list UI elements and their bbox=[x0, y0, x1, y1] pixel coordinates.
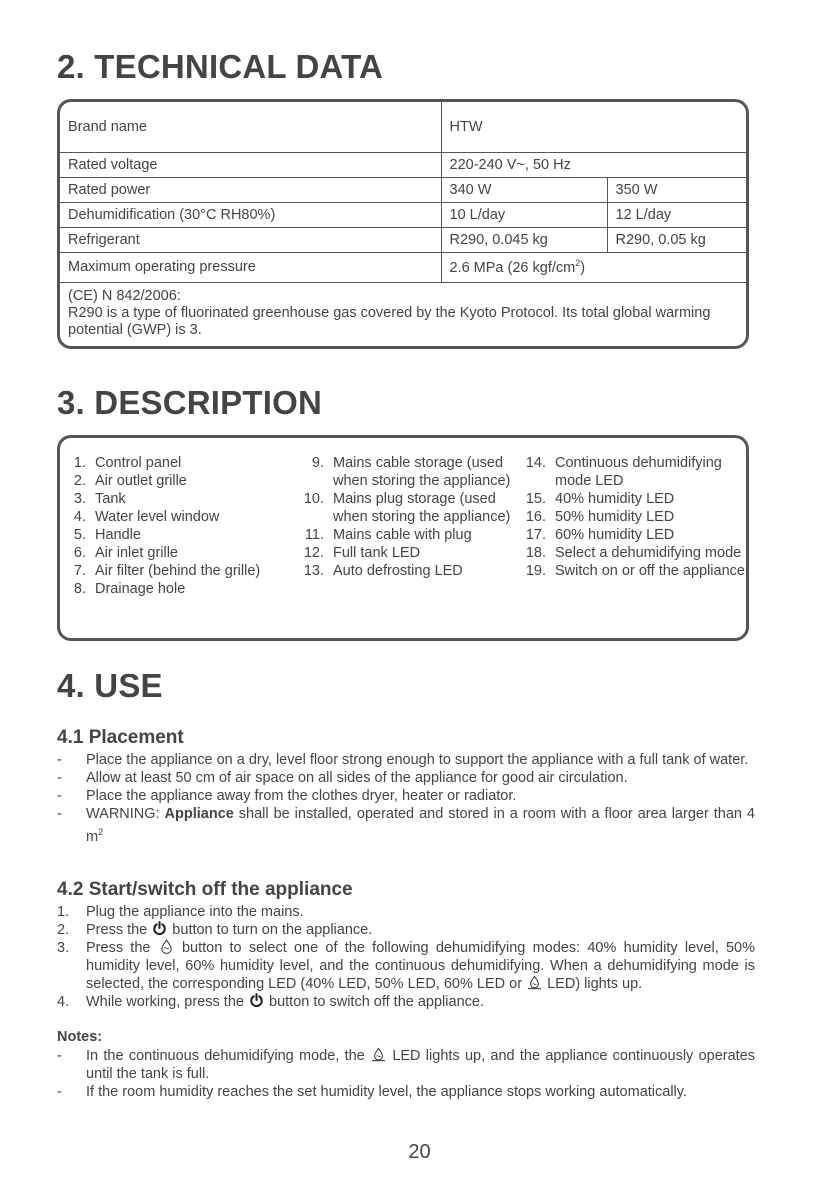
page-number: 20 bbox=[408, 1141, 431, 1163]
item-label: Control panel bbox=[95, 455, 182, 471]
voltage-value: 220-240 V~, 50 Hz bbox=[441, 152, 746, 177]
item-number: 10. bbox=[303, 491, 324, 507]
list-item bbox=[518, 562, 746, 580]
list-item bbox=[57, 1083, 755, 1101]
item-number: 4. bbox=[73, 509, 86, 525]
list-item bbox=[518, 508, 746, 526]
technical-data-title: 2. TECHNICAL DATA bbox=[57, 48, 384, 85]
start-title: 4.2 Start/switch off the appliance bbox=[57, 879, 353, 900]
table-row bbox=[60, 282, 746, 344]
power-icon bbox=[152, 921, 167, 936]
bullet: - bbox=[57, 1084, 62, 1100]
step-text-part: button to turn on the appliance. bbox=[168, 922, 373, 938]
table-row bbox=[60, 202, 746, 227]
table-row bbox=[60, 102, 746, 152]
step-text-part: While working, press the bbox=[86, 994, 248, 1010]
item-label: Full tank LED bbox=[333, 545, 421, 561]
list-item bbox=[296, 544, 518, 562]
item-text: Allow at least 50 cm of air space on all sides of the appliance for good air circulation. bbox=[86, 770, 628, 786]
item-label: Water level window bbox=[95, 509, 220, 525]
start-steps-list bbox=[57, 903, 755, 1011]
note-text bbox=[86, 1047, 755, 1083]
list-item bbox=[57, 993, 755, 1011]
item-number: 17. bbox=[525, 527, 546, 543]
step-text bbox=[86, 921, 755, 939]
item-number: 11. bbox=[304, 527, 324, 543]
item-label: Air inlet grille bbox=[95, 545, 178, 561]
item-number: 2. bbox=[73, 473, 86, 489]
note-text-part: LED lights up, and the appliance continuously operates until the tank is full. bbox=[86, 1048, 755, 1082]
dehumidification-value-b: 12 L/day bbox=[607, 202, 746, 227]
list-item bbox=[66, 490, 296, 508]
item-number: 7. bbox=[73, 563, 86, 579]
note-text-part: If the room humidity reaches the set humidity level, the appliance stops working automatically. bbox=[86, 1084, 687, 1100]
warning-text bbox=[86, 805, 755, 846]
warning-bold: Appliance bbox=[164, 806, 234, 822]
notes-title: Notes: bbox=[57, 1029, 103, 1045]
refrigerant-value-b: R290, 0.05 kg bbox=[607, 227, 746, 252]
item-number: 3. bbox=[73, 491, 86, 507]
step-number: 2. bbox=[57, 922, 70, 938]
parts-list-column-3 bbox=[518, 454, 746, 580]
list-item bbox=[57, 769, 755, 787]
item-label: Mains cable with plug bbox=[333, 527, 472, 543]
placement-title: 4.1 Placement bbox=[57, 727, 184, 748]
step-text bbox=[86, 939, 755, 993]
step-number: 3. bbox=[57, 940, 70, 956]
dehumidification-label: Dehumidification (30°C RH80%) bbox=[60, 202, 441, 227]
list-item bbox=[518, 454, 746, 490]
step-text-part: Plug the appliance into the mains. bbox=[86, 904, 304, 920]
list-item bbox=[518, 544, 746, 562]
list-item bbox=[57, 921, 755, 939]
technical-data-box bbox=[57, 99, 749, 349]
refrigerant-label: Refrigerant bbox=[60, 227, 441, 252]
list-item bbox=[66, 562, 296, 580]
continuous-icon bbox=[371, 1047, 386, 1062]
description-title: 3. DESCRIPTION bbox=[57, 384, 323, 421]
list-item bbox=[66, 580, 296, 598]
step-text bbox=[86, 903, 755, 921]
list-item bbox=[296, 490, 518, 526]
list-item bbox=[296, 562, 518, 580]
use-title: 4. USE bbox=[57, 667, 163, 704]
power-value-a: 340 W bbox=[441, 177, 607, 202]
bullet: - bbox=[57, 806, 62, 822]
brand-value: HTW bbox=[441, 102, 746, 152]
list-item bbox=[66, 544, 296, 562]
step-text-part: Press the bbox=[86, 922, 152, 938]
item-number: 9. bbox=[311, 455, 324, 471]
item-number: 16. bbox=[525, 509, 546, 525]
step-text-part: button to switch off the appliance. bbox=[264, 994, 484, 1010]
item-label: 40% humidity LED bbox=[555, 491, 675, 507]
item-number: 1. bbox=[73, 455, 86, 471]
pressure-value: 2.6 MPa (26 kgf/$cm^2$) bbox=[441, 252, 746, 282]
continuous-icon bbox=[527, 975, 542, 990]
technical-data-table bbox=[60, 102, 746, 344]
item-label: Auto defrosting LED bbox=[333, 563, 463, 579]
step-number: 4. bbox=[57, 994, 70, 1010]
step-text-part: button to select one of the following dehumidifying modes: 40% humidity level, 50% humidity level, 60% humidity level, and the continuous dehumidifying. When a dehumidifying mode is selected, the corresponding LED (40% LED, 50% LED, 60% LED or bbox=[86, 940, 755, 992]
item-number: 19. bbox=[525, 563, 546, 579]
list-item bbox=[57, 1047, 755, 1083]
item-number: 15. bbox=[525, 491, 546, 507]
list-item bbox=[66, 508, 296, 526]
item-number: 13. bbox=[303, 563, 324, 579]
item-number: 12. bbox=[303, 545, 324, 561]
list-item bbox=[66, 454, 296, 472]
gwp-note-text: R290 is a type of fluorinated greenhouse gas covered by the Kyoto Protocol. Its total global warming potential (GWP) is 3. bbox=[68, 304, 711, 338]
bullet: - bbox=[57, 752, 62, 768]
power-value-b: 350 W bbox=[607, 177, 746, 202]
item-label: Drainage hole bbox=[95, 581, 186, 597]
step-text bbox=[86, 993, 755, 1011]
table-row bbox=[60, 152, 746, 177]
list-item bbox=[57, 787, 755, 805]
item-label: Mains plug storage (used when storing the appliance) bbox=[333, 491, 511, 525]
item-label: Switch on or off the appliance bbox=[555, 563, 745, 579]
warning-body: shall be installed, operated and stored in a room with a floor area larger than 4 m bbox=[86, 806, 755, 845]
item-label: Select a dehumidifying mode bbox=[555, 545, 742, 561]
warning-label: WARNING: bbox=[86, 806, 165, 822]
table-row bbox=[60, 252, 746, 282]
table-row bbox=[60, 177, 746, 202]
item-label: Tank bbox=[95, 491, 126, 507]
item-number: 6. bbox=[73, 545, 86, 561]
description-box bbox=[57, 435, 749, 641]
power-label: Rated power bbox=[60, 177, 441, 202]
item-label: Continuous dehumidifying mode LED bbox=[555, 455, 722, 489]
item-text: Place the appliance away from the clothes dryer, heater or radiator. bbox=[86, 788, 517, 804]
list-item bbox=[518, 490, 746, 508]
power-icon bbox=[249, 993, 264, 1008]
step-number: 1. bbox=[57, 904, 70, 920]
item-label: Handle bbox=[95, 527, 141, 543]
item-label: Air outlet grille bbox=[95, 473, 187, 489]
list-item bbox=[296, 454, 518, 490]
drop-icon bbox=[159, 939, 174, 954]
table-row bbox=[60, 227, 746, 252]
bullet: - bbox=[57, 1048, 62, 1064]
note-text-part: In the continuous dehumidifying mode, the bbox=[86, 1048, 371, 1064]
item-label: 50% humidity LED bbox=[555, 509, 675, 525]
list-item bbox=[57, 903, 755, 921]
item-number: 5. bbox=[73, 527, 86, 543]
note-text bbox=[86, 1083, 755, 1101]
list-item bbox=[57, 751, 755, 769]
voltage-label: Rated voltage bbox=[60, 152, 441, 177]
bullet: - bbox=[57, 770, 62, 786]
list-item bbox=[57, 939, 755, 993]
item-number: 8. bbox=[73, 581, 86, 597]
item-label: 60% humidity LED bbox=[555, 527, 675, 543]
item-label: Mains cable storage (used when storing the appliance) bbox=[333, 455, 511, 489]
regulation-ref: (CE) N 842/2006: bbox=[68, 287, 181, 304]
list-item bbox=[66, 526, 296, 544]
fluorinated-gas-note bbox=[60, 282, 746, 344]
list-item bbox=[296, 526, 518, 544]
list-item bbox=[66, 472, 296, 490]
item-text: Place the appliance on a dry, level floor strong enough to support the appliance with a full tank of water. bbox=[86, 752, 749, 768]
bullet: - bbox=[57, 788, 62, 804]
list-item bbox=[518, 526, 746, 544]
parts-list-column-1 bbox=[66, 454, 296, 598]
item-number: 18. bbox=[525, 545, 546, 561]
parts-list-column-2 bbox=[296, 454, 518, 580]
dehumidification-value-a: 10 L/day bbox=[441, 202, 607, 227]
notes-list bbox=[57, 1047, 755, 1101]
brand-label: Brand name bbox=[60, 102, 441, 152]
item-label: Air filter (behind the grille) bbox=[95, 563, 261, 579]
step-text-part: LED) lights up. bbox=[543, 976, 643, 992]
pressure-label: Maximum operating pressure bbox=[60, 252, 441, 282]
placement-list bbox=[57, 751, 755, 846]
step-text-part: Press the bbox=[86, 940, 158, 956]
warning-sup: 2 bbox=[98, 827, 104, 837]
item-number: 14. bbox=[525, 455, 546, 471]
list-item bbox=[57, 805, 755, 846]
refrigerant-value-a: R290, 0.045 kg bbox=[441, 227, 607, 252]
